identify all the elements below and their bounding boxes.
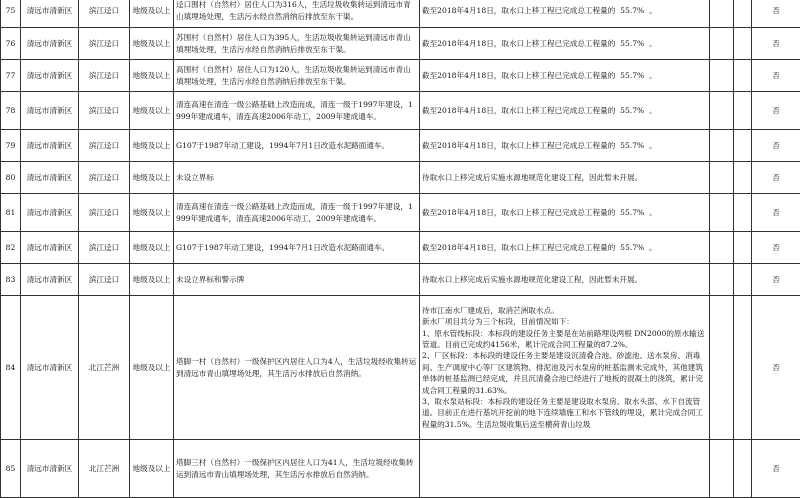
blank-cell-2 [734, 0, 752, 28]
region-cell-text: 清远市清新区 [27, 141, 73, 150]
result-cell [752, 60, 800, 92]
progress-cell [420, 232, 710, 264]
row-number-text: 76 [6, 39, 16, 48]
row-number-text: 85 [6, 464, 16, 473]
level-cell [130, 0, 174, 28]
blank-cell [710, 162, 734, 194]
progress-cell-text: 待取水口上移完成后实施水源地规范化建设工程，因此暂未开展。 [422, 274, 707, 285]
level-cell [130, 440, 174, 498]
region-cell [21, 162, 79, 194]
region-cell [21, 194, 79, 232]
level-cell [130, 194, 174, 232]
blank-cell [710, 92, 734, 130]
level-cell-text: 地级及以上 [133, 106, 171, 115]
water-source-cell [79, 60, 130, 92]
progress-cell [420, 296, 710, 440]
region-cell-text: 清远市清新区 [27, 6, 73, 15]
water-source-cell [79, 296, 130, 440]
region-cell [21, 0, 79, 28]
blank-cell-2 [734, 130, 752, 162]
region-cell [21, 28, 79, 60]
result-cell-text: 否 [772, 6, 780, 15]
region-cell-text: 清远市清新区 [27, 464, 73, 473]
table-row [1, 92, 800, 130]
situation-cell [174, 28, 420, 60]
result-cell [752, 296, 800, 440]
level-cell [130, 232, 174, 264]
region-cell-text: 清远市清新区 [27, 275, 73, 284]
blank-cell [710, 440, 734, 498]
region-cell [21, 296, 79, 440]
region-cell [21, 232, 79, 264]
result-cell-text: 否 [772, 141, 780, 150]
situation-cell-text: 高围村（自然村）居住人口为120人，生活垃圾收集转运到清远市青山填埋场处理，生活污水经自然消纳后排放至东干渠。 [176, 64, 417, 87]
row-number [1, 92, 21, 130]
result-cell [752, 264, 800, 296]
row-number [1, 194, 21, 232]
water-source-cell-text: 滨江迳口 [89, 275, 119, 284]
situation-cell-text: G107于1987年动工建设，1994年7月1日改造水泥路面通车。 [176, 242, 417, 253]
situation-cell-text: 塔脚三村（自然村）一级保护区内居住人口为41人，生活垃圾经收集转运到清远市青山填埋场处理，其生活污水排放后自然消纳。 [176, 457, 417, 480]
blank-cell-2 [734, 194, 752, 232]
progress-cell-text: 截至2018年4月18日，取水口上移工程已完成总工程量的 55.7% 。 [422, 5, 707, 16]
row-number-text: 77 [6, 71, 16, 80]
level-cell-text: 地级及以上 [133, 173, 171, 182]
progress-cell [420, 130, 710, 162]
water-source-cell [79, 28, 130, 60]
region-cell [21, 264, 79, 296]
row-number [1, 440, 21, 498]
row-number-text: 82 [6, 243, 16, 252]
region-cell-text: 清远市清新区 [27, 243, 73, 252]
level-cell-text: 地级及以上 [133, 141, 171, 150]
progress-cell-text: 截至2018年4月18日，取水口上移工程已完成总工程量的 55.7% 。 [422, 70, 707, 81]
water-source-cell-text: 滨江迳口 [89, 106, 119, 115]
level-cell [130, 162, 174, 194]
situation-cell-text: 塔脚一村（自然村）一级保护区内居住人口为4人，生活垃圾经收集转运到清远市青山填埋场处理，其生活污水排放后自然消纳。 [176, 356, 417, 379]
result-cell-text: 否 [772, 275, 780, 284]
situation-cell-text: 迳口围村（自然村）居住人口为316人，生活垃圾收集转运到清远市青山填埋场处理，生活污水经自然消纳后排放至东干渠。 [176, 0, 417, 22]
level-cell [130, 264, 174, 296]
region-cell-text: 清远市清新区 [27, 363, 73, 372]
row-number [1, 130, 21, 162]
region-cell [21, 130, 79, 162]
result-cell [752, 232, 800, 264]
situation-cell [174, 296, 420, 440]
blank-cell [710, 296, 734, 440]
situation-cell [174, 60, 420, 92]
situation-cell-text: G107于1987年动工建设，1994年7月1日改造水泥路面通车。 [176, 140, 417, 151]
progress-cell-text: 待市江南水厂建成后，取消芒洲取水点。 新水厂项目共分为三个标段，目前情况如下： 1、原水管线标段：本标段的建设任务主要是在站前路埋设两根 DN2000的原水输送管道。目前已完成约4156米，累计完成合同工程量的87.2%。 2、厂区标段：本标段的建设任务主要是建设沉清叠合池、砂滤池、送水泵房、消毒间、生产调度中心等厂区建筑物、排泥池及污水泵房的桩基监测未完成外，其他建筑单体的桩基监测已经完成，并且沉清叠合池已经进行了地板的混凝土的浇筑，累计完成合同工程量的31.63%。 3、取水泵站标段：本标段的建设任务主要是建设取水泵房、取水头部、水下自流管道。目前正在进行基坑开挖前的地下连续墙施工和水下管线的埋设，累计完成合同工程量的31.5%。生活垃圾收集后送至横荷青山垃圾 [422, 305, 707, 430]
result-cell [752, 440, 800, 498]
situation-cell-text: 未设立界标和警示牌 [176, 274, 417, 285]
water-source-cell [79, 0, 130, 28]
table-row [1, 0, 800, 28]
row-number [1, 296, 21, 440]
water-source-cell-text: 北江芒洲 [89, 464, 119, 473]
water-source-cell [79, 92, 130, 130]
result-cell-text: 否 [772, 464, 780, 473]
progress-cell [420, 28, 710, 60]
table-row [1, 60, 800, 92]
level-cell-text: 地级及以上 [133, 208, 171, 217]
row-number-text: 84 [6, 363, 16, 372]
row-number-text: 75 [6, 6, 16, 15]
row-number-text: 81 [6, 208, 16, 217]
water-source-cell [79, 264, 130, 296]
blank-cell [710, 130, 734, 162]
blank-cell-2 [734, 92, 752, 130]
row-number [1, 264, 21, 296]
blank-cell-2 [734, 162, 752, 194]
result-cell-text: 否 [772, 208, 780, 217]
level-cell [130, 296, 174, 440]
water-source-cell [79, 232, 130, 264]
progress-cell-text: 截至2018年4月18日，取水口上移工程已完成总工程量的 55.7% 。 [422, 140, 707, 151]
table-row [1, 296, 800, 440]
situation-cell-text: 苏围村（自然村）居住人口为395人，生活垃圾收集转运到清远市青山填埋场处理，生活污水经自然消纳后排放至东干渠。 [176, 32, 417, 55]
table-row [1, 232, 800, 264]
table-row [1, 440, 800, 498]
result-cell-text: 否 [772, 39, 780, 48]
progress-cell [420, 92, 710, 130]
situation-cell [174, 440, 420, 498]
level-cell-text: 地级及以上 [133, 71, 171, 80]
blank-cell [710, 0, 734, 28]
level-cell-text: 地级及以上 [133, 243, 171, 252]
blank-cell-2 [734, 60, 752, 92]
progress-cell-text: 待取水口上移完成后实施水源地规范化建设工程，因此暂未开展。 [422, 172, 707, 183]
level-cell-text: 地级及以上 [133, 275, 171, 284]
blank-cell-2 [734, 296, 752, 440]
water-source-cell [79, 440, 130, 498]
blank-cell [710, 264, 734, 296]
situation-cell [174, 194, 420, 232]
region-cell [21, 440, 79, 498]
water-source-cell-text: 滨江迳口 [89, 243, 119, 252]
blank-cell-2 [734, 264, 752, 296]
progress-cell [420, 264, 710, 296]
situation-cell [174, 162, 420, 194]
progress-cell [420, 60, 710, 92]
result-cell [752, 28, 800, 60]
situation-cell [174, 232, 420, 264]
level-cell [130, 92, 174, 130]
situation-cell [174, 0, 420, 28]
row-number [1, 162, 21, 194]
situation-cell-text: 清连高速在清连一级公路基础上改造而成，清连一级于1997年建设，1999年建成通车，清连高速2006年动工，2009年建成通车。 [176, 201, 417, 224]
progress-cell-text: 截至2018年4月18日，取水口上移工程已完成总工程量的 55.7% 。 [422, 105, 707, 116]
water-source-cell-text: 滨江迳口 [89, 208, 119, 217]
progress-cell [420, 0, 710, 28]
level-cell-text: 地级及以上 [133, 363, 171, 372]
water-source-cell-text: 北江芒洲 [89, 363, 119, 372]
result-cell [752, 130, 800, 162]
blank-cell [710, 28, 734, 60]
region-cell-text: 清远市清新区 [27, 173, 73, 182]
table-row [1, 162, 800, 194]
blank-cell-2 [734, 232, 752, 264]
level-cell [130, 60, 174, 92]
result-cell-text: 否 [772, 71, 780, 80]
water-source-cell [79, 194, 130, 232]
situation-cell-text: 未设立界标 [176, 172, 417, 183]
row-number [1, 60, 21, 92]
water-source-cell-text: 滨江迳口 [89, 173, 119, 182]
blank-cell [710, 194, 734, 232]
water-source-cell [79, 130, 130, 162]
level-cell [130, 28, 174, 60]
water-source-cell-text: 滨江迳口 [89, 6, 119, 15]
level-cell [130, 130, 174, 162]
progress-cell [420, 162, 710, 194]
row-number-text: 83 [6, 275, 16, 284]
row-number-text: 78 [6, 106, 16, 115]
result-cell-text: 否 [772, 173, 780, 182]
region-cell [21, 60, 79, 92]
progress-cell-text: 截至2018年4月18日，取水口上移工程已完成总工程量的 55.7% 。 [422, 242, 707, 253]
result-cell [752, 0, 800, 28]
water-source-cell-text: 滨江迳口 [89, 39, 119, 48]
region-cell-text: 清远市清新区 [27, 39, 73, 48]
region-cell-text: 清远市清新区 [27, 106, 73, 115]
table-row [1, 264, 800, 296]
row-number [1, 0, 21, 28]
water-source-cell [79, 162, 130, 194]
row-number-text: 79 [6, 141, 16, 150]
table-row [1, 194, 800, 232]
result-cell [752, 92, 800, 130]
level-cell-text: 地级及以上 [133, 39, 171, 48]
progress-cell [420, 440, 710, 498]
result-cell-text: 否 [772, 106, 780, 115]
row-number [1, 28, 21, 60]
level-cell-text: 地级及以上 [133, 464, 171, 473]
situation-cell-text: 清连高速在清连一级公路基础上改造而成，清连一级于1997年建设，1999年建成通车，清连高速2006年动工，2009年建成通车。 [176, 99, 417, 122]
result-cell [752, 162, 800, 194]
water-source-cell-text: 滨江迳口 [89, 141, 119, 150]
situation-cell [174, 92, 420, 130]
water-source-cell-text: 滨江迳口 [89, 71, 119, 80]
progress-cell [420, 194, 710, 232]
situation-cell [174, 264, 420, 296]
row-number-text: 80 [6, 173, 16, 182]
progress-cell-text: 截至2018年4月18日，取水口上移工程已完成总工程量的 55.7% 。 [422, 207, 707, 218]
table-row [1, 130, 800, 162]
region-cell [21, 92, 79, 130]
row-number [1, 232, 21, 264]
blank-cell-2 [734, 28, 752, 60]
table-row [1, 28, 800, 60]
blank-cell [710, 232, 734, 264]
region-cell-text: 清远市清新区 [27, 208, 73, 217]
level-cell-text: 地级及以上 [133, 6, 171, 15]
result-cell [752, 194, 800, 232]
region-cell-text: 清远市清新区 [27, 71, 73, 80]
progress-cell-text: 截至2018年4月18日，取水口上移工程已完成总工程量的 55.7% 。 [422, 38, 707, 49]
situation-cell [174, 130, 420, 162]
result-cell-text: 否 [772, 363, 780, 372]
result-cell-text: 否 [772, 243, 780, 252]
blank-cell-2 [734, 440, 752, 498]
blank-cell [710, 60, 734, 92]
